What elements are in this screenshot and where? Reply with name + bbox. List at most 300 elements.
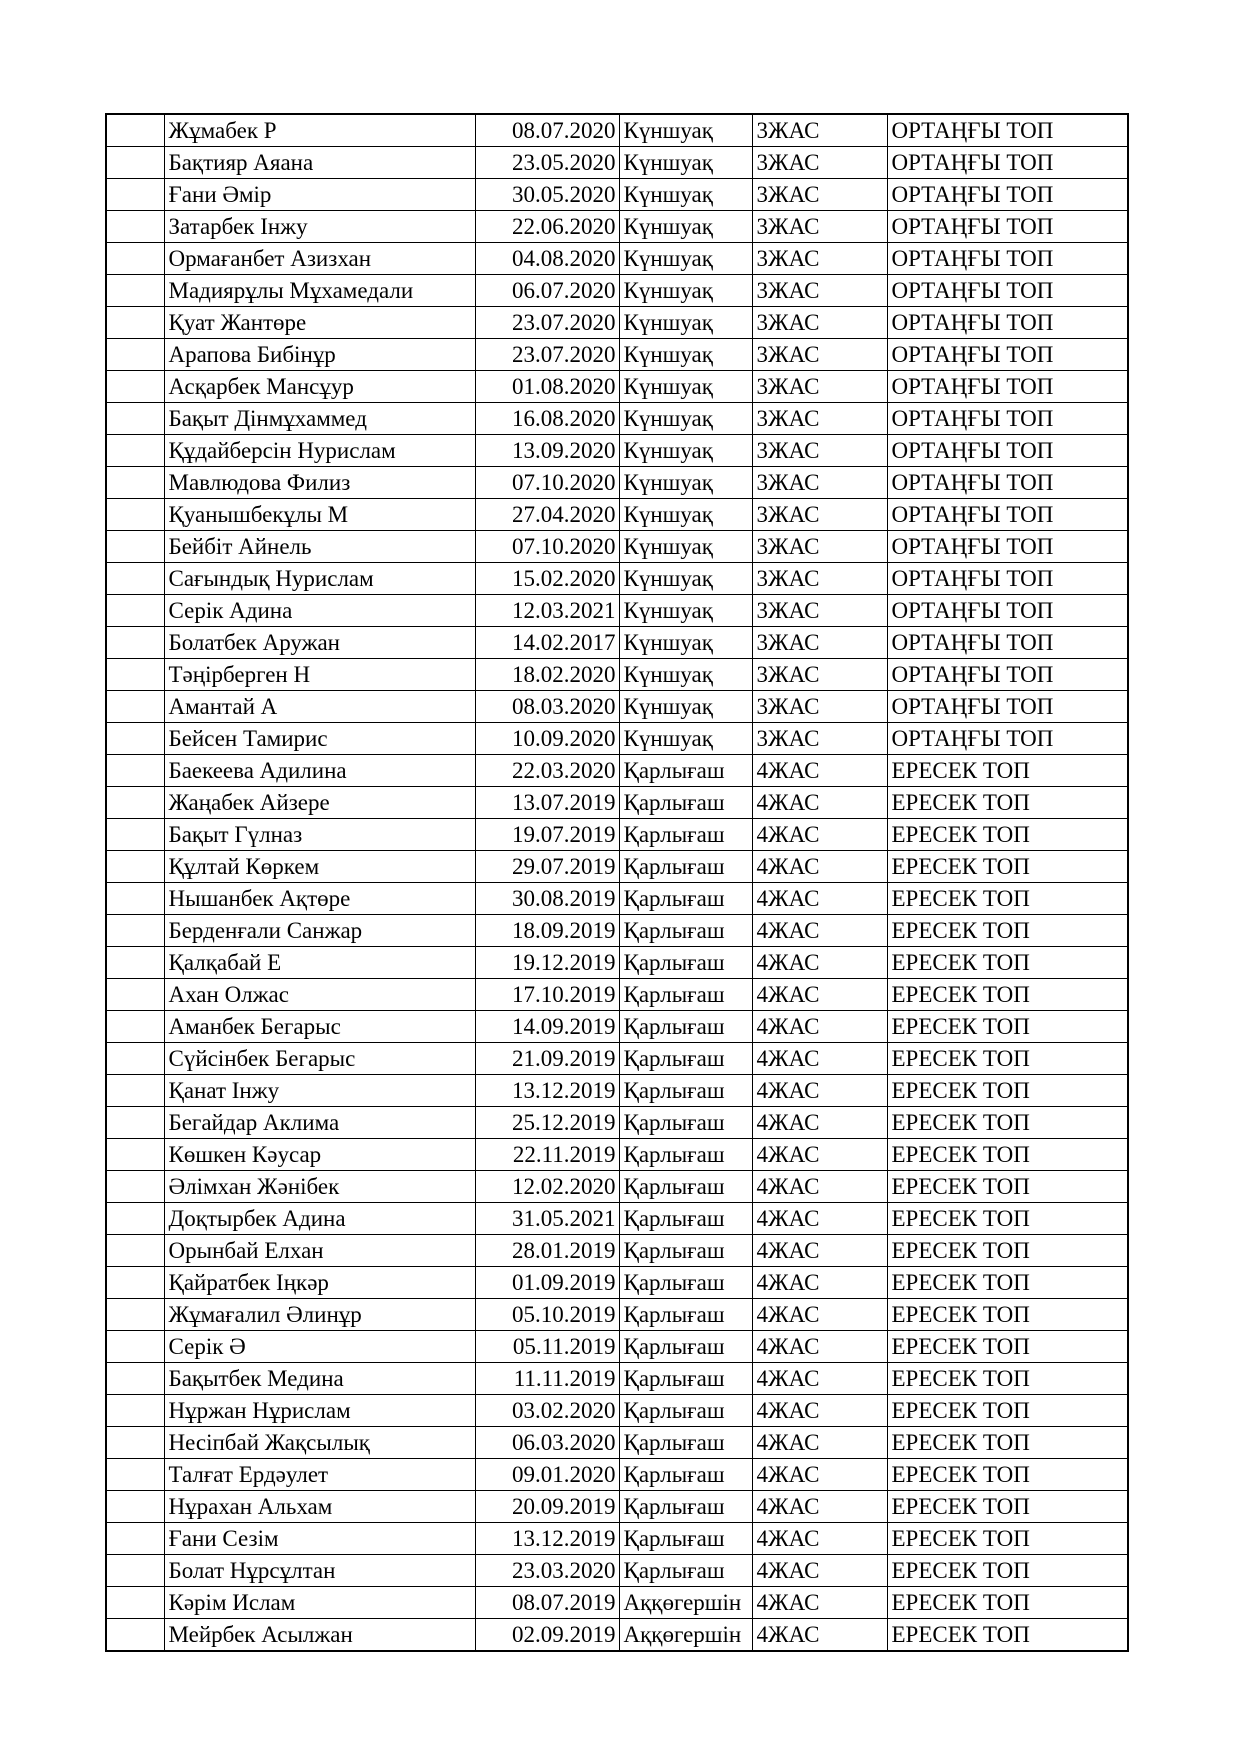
child-name-cell: Бақытбек Медина xyxy=(164,1363,475,1395)
group-level-cell: ОРТАҢҒЫ ТОП xyxy=(887,371,1128,403)
table-row xyxy=(106,819,1128,851)
group-level-cell: ОРТАҢҒЫ ТОП xyxy=(887,467,1128,499)
table-row xyxy=(106,1299,1128,1331)
row-number-cell xyxy=(106,595,164,627)
child-name-cell: Талғат Ердәулет xyxy=(164,1459,475,1491)
birth-date-cell: 05.10.2019 xyxy=(475,1299,619,1331)
birth-date-cell: 15.02.2020 xyxy=(475,563,619,595)
birth-date-cell: 25.12.2019 xyxy=(475,1107,619,1139)
birth-date-cell: 30.08.2019 xyxy=(475,883,619,915)
group-level-cell: ЕРЕСЕК ТОП xyxy=(887,1235,1128,1267)
age-cell: 4ЖАС xyxy=(752,1363,887,1395)
table-row xyxy=(106,339,1128,371)
row-number-cell xyxy=(106,435,164,467)
age-cell: 3ЖАС xyxy=(752,147,887,179)
birth-date-cell: 16.08.2020 xyxy=(475,403,619,435)
birth-date-cell: 12.03.2021 xyxy=(475,595,619,627)
child-name-cell: Асқарбек Мансұур xyxy=(164,371,475,403)
row-number-cell xyxy=(106,339,164,371)
group-name-cell: Қарлығаш xyxy=(619,851,752,883)
group-level-cell: ОРТАҢҒЫ ТОП xyxy=(887,307,1128,339)
child-name-cell: Мадиярұлы Мұхамедали xyxy=(164,275,475,307)
group-level-cell: ЕРЕСЕК ТОП xyxy=(887,819,1128,851)
birth-date-cell: 01.09.2019 xyxy=(475,1267,619,1299)
age-cell: 4ЖАС xyxy=(752,1619,887,1652)
group-name-cell: Аққөгершін xyxy=(619,1619,752,1652)
child-name-cell: Бақыт Гүлназ xyxy=(164,819,475,851)
group-name-cell: Күншуақ xyxy=(619,147,752,179)
birth-date-cell: 21.09.2019 xyxy=(475,1043,619,1075)
group-level-cell: ЕРЕСЕК ТОП xyxy=(887,1331,1128,1363)
age-cell: 3ЖАС xyxy=(752,627,887,659)
birth-date-cell: 01.08.2020 xyxy=(475,371,619,403)
age-cell: 3ЖАС xyxy=(752,371,887,403)
group-name-cell: Қарлығаш xyxy=(619,1331,752,1363)
group-level-cell: ЕРЕСЕК ТОП xyxy=(887,1587,1128,1619)
child-name-cell: Орынбай Елхан xyxy=(164,1235,475,1267)
table-row xyxy=(106,1331,1128,1363)
children-roster-table xyxy=(105,113,1129,1652)
row-number-cell xyxy=(106,1107,164,1139)
group-level-cell: ОРТАҢҒЫ ТОП xyxy=(887,243,1128,275)
group-name-cell: Күншуақ xyxy=(619,499,752,531)
child-name-cell: Қуат Жантөре xyxy=(164,307,475,339)
table-row xyxy=(106,1363,1128,1395)
table-row xyxy=(106,1491,1128,1523)
age-cell: 3ЖАС xyxy=(752,211,887,243)
age-cell: 3ЖАС xyxy=(752,723,887,755)
row-number-cell xyxy=(106,1139,164,1171)
age-cell: 4ЖАС xyxy=(752,1107,887,1139)
group-level-cell: ЕРЕСЕК ТОП xyxy=(887,851,1128,883)
child-name-cell: Доқтырбек Адина xyxy=(164,1203,475,1235)
row-number-cell xyxy=(106,1331,164,1363)
birth-date-cell: 07.10.2020 xyxy=(475,531,619,563)
table-row xyxy=(106,1171,1128,1203)
group-level-cell: ОРТАҢҒЫ ТОП xyxy=(887,563,1128,595)
age-cell: 4ЖАС xyxy=(752,1267,887,1299)
row-number-cell xyxy=(106,1235,164,1267)
row-number-cell xyxy=(106,243,164,275)
group-name-cell: Күншуақ xyxy=(619,595,752,627)
birth-date-cell: 20.09.2019 xyxy=(475,1491,619,1523)
table-row xyxy=(106,1203,1128,1235)
table-row xyxy=(106,883,1128,915)
row-number-cell xyxy=(106,755,164,787)
group-name-cell: Қарлығаш xyxy=(619,787,752,819)
group-name-cell: Күншуақ xyxy=(619,179,752,211)
child-name-cell: Ормағанбет Азизхан xyxy=(164,243,475,275)
group-level-cell: ЕРЕСЕК ТОП xyxy=(887,883,1128,915)
table-row xyxy=(106,371,1128,403)
age-cell: 4ЖАС xyxy=(752,755,887,787)
group-name-cell: Күншуақ xyxy=(619,307,752,339)
child-name-cell: Жаңабек Айзере xyxy=(164,787,475,819)
birth-date-cell: 03.02.2020 xyxy=(475,1395,619,1427)
table-row xyxy=(106,1459,1128,1491)
child-name-cell: Сағындық Нурислам xyxy=(164,563,475,595)
birth-date-cell: 14.09.2019 xyxy=(475,1011,619,1043)
row-number-cell xyxy=(106,787,164,819)
age-cell: 4ЖАС xyxy=(752,1459,887,1491)
group-level-cell: ОРТАҢҒЫ ТОП xyxy=(887,723,1128,755)
child-name-cell: Қайратбек Іңкәр xyxy=(164,1267,475,1299)
table-row xyxy=(106,1523,1128,1555)
age-cell: 3ЖАС xyxy=(752,435,887,467)
birth-date-cell: 19.12.2019 xyxy=(475,947,619,979)
group-name-cell: Күншуақ xyxy=(619,243,752,275)
row-number-cell xyxy=(106,179,164,211)
child-name-cell: Ғани Сезім xyxy=(164,1523,475,1555)
group-level-cell: ОРТАҢҒЫ ТОП xyxy=(887,179,1128,211)
birth-date-cell: 18.02.2020 xyxy=(475,659,619,691)
group-level-cell: ОРТАҢҒЫ ТОП xyxy=(887,691,1128,723)
group-name-cell: Күншуақ xyxy=(619,114,752,147)
birth-date-cell: 06.03.2020 xyxy=(475,1427,619,1459)
group-level-cell: ЕРЕСЕК ТОП xyxy=(887,1395,1128,1427)
group-name-cell: Қарлығаш xyxy=(619,1555,752,1587)
birth-date-cell: 10.09.2020 xyxy=(475,723,619,755)
row-number-cell xyxy=(106,691,164,723)
age-cell: 4ЖАС xyxy=(752,1587,887,1619)
group-name-cell: Қарлығаш xyxy=(619,1171,752,1203)
row-number-cell xyxy=(106,723,164,755)
table-row xyxy=(106,179,1128,211)
group-name-cell: Қарлығаш xyxy=(619,1043,752,1075)
age-cell: 4ЖАС xyxy=(752,1171,887,1203)
table-row xyxy=(106,1555,1128,1587)
child-name-cell: Жұмағалил Әлинұр xyxy=(164,1299,475,1331)
child-name-cell: Тәңірберген Н xyxy=(164,659,475,691)
group-level-cell: ОРТАҢҒЫ ТОП xyxy=(887,499,1128,531)
group-level-cell: ЕРЕСЕК ТОП xyxy=(887,1267,1128,1299)
child-name-cell: Құлтай Көркем xyxy=(164,851,475,883)
group-name-cell: Қарлығаш xyxy=(619,1267,752,1299)
child-name-cell: Қуанышбекұлы М xyxy=(164,499,475,531)
group-level-cell: ЕРЕСЕК ТОП xyxy=(887,1011,1128,1043)
birth-date-cell: 11.11.2019 xyxy=(475,1363,619,1395)
birth-date-cell: 19.07.2019 xyxy=(475,819,619,851)
table-row xyxy=(106,243,1128,275)
child-name-cell: Арапова Бибінұр xyxy=(164,339,475,371)
table-row xyxy=(106,1075,1128,1107)
row-number-cell xyxy=(106,307,164,339)
row-number-cell xyxy=(106,979,164,1011)
group-name-cell: Қарлығаш xyxy=(619,1523,752,1555)
child-name-cell: Нұржан Нұрислам xyxy=(164,1395,475,1427)
table-row xyxy=(106,915,1128,947)
birth-date-cell: 09.01.2020 xyxy=(475,1459,619,1491)
group-level-cell: ОРТАҢҒЫ ТОП xyxy=(887,114,1128,147)
birth-date-cell: 02.09.2019 xyxy=(475,1619,619,1652)
group-name-cell: Күншуақ xyxy=(619,339,752,371)
table-row xyxy=(106,147,1128,179)
table-row xyxy=(106,531,1128,563)
birth-date-cell: 29.07.2019 xyxy=(475,851,619,883)
age-cell: 3ЖАС xyxy=(752,467,887,499)
group-name-cell: Қарлығаш xyxy=(619,979,752,1011)
child-name-cell: Қалқабай Е xyxy=(164,947,475,979)
age-cell: 4ЖАС xyxy=(752,1011,887,1043)
birth-date-cell: 17.10.2019 xyxy=(475,979,619,1011)
group-level-cell: ЕРЕСЕК ТОП xyxy=(887,1491,1128,1523)
row-number-cell xyxy=(106,851,164,883)
row-number-cell xyxy=(106,1395,164,1427)
table-row xyxy=(106,1139,1128,1171)
table-row xyxy=(106,307,1128,339)
age-cell: 4ЖАС xyxy=(752,915,887,947)
age-cell: 4ЖАС xyxy=(752,1203,887,1235)
row-number-cell xyxy=(106,1459,164,1491)
group-level-cell: ОРТАҢҒЫ ТОП xyxy=(887,211,1128,243)
age-cell: 3ЖАС xyxy=(752,531,887,563)
birth-date-cell: 18.09.2019 xyxy=(475,915,619,947)
birth-date-cell: 05.11.2019 xyxy=(475,1331,619,1363)
child-name-cell: Нұрахан Альхам xyxy=(164,1491,475,1523)
group-level-cell: ОРТАҢҒЫ ТОП xyxy=(887,531,1128,563)
row-number-cell xyxy=(106,1075,164,1107)
group-level-cell: ЕРЕСЕК ТОП xyxy=(887,915,1128,947)
table-row xyxy=(106,211,1128,243)
group-name-cell: Күншуақ xyxy=(619,211,752,243)
row-number-cell xyxy=(106,211,164,243)
group-level-cell: ОРТАҢҒЫ ТОП xyxy=(887,147,1128,179)
group-level-cell: ОРТАҢҒЫ ТОП xyxy=(887,595,1128,627)
child-name-cell: Болат Нұрсұлтан xyxy=(164,1555,475,1587)
table-row xyxy=(106,787,1128,819)
birth-date-cell: 23.07.2020 xyxy=(475,339,619,371)
table-row xyxy=(106,563,1128,595)
row-number-cell xyxy=(106,1523,164,1555)
age-cell: 4ЖАС xyxy=(752,1299,887,1331)
group-level-cell: ЕРЕСЕК ТОП xyxy=(887,1363,1128,1395)
row-number-cell xyxy=(106,467,164,499)
group-level-cell: ЕРЕСЕК ТОП xyxy=(887,1459,1128,1491)
group-level-cell: ОРТАҢҒЫ ТОП xyxy=(887,403,1128,435)
group-name-cell: Қарлығаш xyxy=(619,1107,752,1139)
group-name-cell: Аққөгершін xyxy=(619,1587,752,1619)
child-name-cell: Болатбек Аружан xyxy=(164,627,475,659)
group-name-cell: Қарлығаш xyxy=(619,1075,752,1107)
birth-date-cell: 04.08.2020 xyxy=(475,243,619,275)
birth-date-cell: 22.03.2020 xyxy=(475,755,619,787)
birth-date-cell: 08.07.2020 xyxy=(475,114,619,147)
group-level-cell: ОРТАҢҒЫ ТОП xyxy=(887,339,1128,371)
group-name-cell: Қарлығаш xyxy=(619,1203,752,1235)
age-cell: 3ЖАС xyxy=(752,563,887,595)
row-number-cell xyxy=(106,819,164,851)
table-row xyxy=(106,595,1128,627)
table-row xyxy=(106,1011,1128,1043)
group-name-cell: Қарлығаш xyxy=(619,947,752,979)
row-number-cell xyxy=(106,915,164,947)
age-cell: 3ЖАС xyxy=(752,659,887,691)
child-name-cell: Бақыт Дінмұхаммед xyxy=(164,403,475,435)
table-row xyxy=(106,1587,1128,1619)
child-name-cell: Ғани Әмір xyxy=(164,179,475,211)
group-name-cell: Қарлығаш xyxy=(619,1011,752,1043)
group-level-cell: ЕРЕСЕК ТОП xyxy=(887,1075,1128,1107)
age-cell: 4ЖАС xyxy=(752,883,887,915)
group-level-cell: ЕРЕСЕК ТОП xyxy=(887,787,1128,819)
birth-date-cell: 08.03.2020 xyxy=(475,691,619,723)
age-cell: 4ЖАС xyxy=(752,947,887,979)
age-cell: 4ЖАС xyxy=(752,1043,887,1075)
row-number-cell xyxy=(106,1587,164,1619)
group-level-cell: ЕРЕСЕК ТОП xyxy=(887,1107,1128,1139)
table-row xyxy=(106,1235,1128,1267)
birth-date-cell: 13.12.2019 xyxy=(475,1523,619,1555)
row-number-cell xyxy=(106,627,164,659)
table-row xyxy=(106,114,1128,147)
age-cell: 3ЖАС xyxy=(752,403,887,435)
age-cell: 4ЖАС xyxy=(752,1331,887,1363)
age-cell: 3ЖАС xyxy=(752,179,887,211)
group-name-cell: Күншуақ xyxy=(619,723,752,755)
age-cell: 4ЖАС xyxy=(752,1395,887,1427)
child-name-cell: Бақтияр Аяана xyxy=(164,147,475,179)
birth-date-cell: 30.05.2020 xyxy=(475,179,619,211)
child-name-cell: Серік Адина xyxy=(164,595,475,627)
row-number-cell xyxy=(106,114,164,147)
table-row xyxy=(106,1619,1128,1652)
group-name-cell: Қарлығаш xyxy=(619,1459,752,1491)
age-cell: 3ЖАС xyxy=(752,691,887,723)
group-name-cell: Қарлығаш xyxy=(619,755,752,787)
birth-date-cell: 13.12.2019 xyxy=(475,1075,619,1107)
birth-date-cell: 22.06.2020 xyxy=(475,211,619,243)
group-level-cell: ЕРЕСЕК ТОП xyxy=(887,979,1128,1011)
table-row xyxy=(106,435,1128,467)
row-number-cell xyxy=(106,1299,164,1331)
table-row xyxy=(106,1395,1128,1427)
group-name-cell: Күншуақ xyxy=(619,531,752,563)
child-name-cell: Сүйсінбек Бегарыс xyxy=(164,1043,475,1075)
group-name-cell: Күншуақ xyxy=(619,275,752,307)
group-level-cell: ЕРЕСЕК ТОП xyxy=(887,947,1128,979)
child-name-cell: Амантай А xyxy=(164,691,475,723)
table-row xyxy=(106,275,1128,307)
table-row xyxy=(106,1107,1128,1139)
group-name-cell: Күншуақ xyxy=(619,435,752,467)
row-number-cell xyxy=(106,403,164,435)
child-name-cell: Затарбек Інжу xyxy=(164,211,475,243)
group-level-cell: ЕРЕСЕК ТОП xyxy=(887,1523,1128,1555)
group-level-cell: ЕРЕСЕК ТОП xyxy=(887,1043,1128,1075)
row-number-cell xyxy=(106,1203,164,1235)
group-name-cell: Күншуақ xyxy=(619,563,752,595)
age-cell: 4ЖАС xyxy=(752,1555,887,1587)
birth-date-cell: 27.04.2020 xyxy=(475,499,619,531)
row-number-cell xyxy=(106,1363,164,1395)
group-level-cell: ЕРЕСЕК ТОП xyxy=(887,1171,1128,1203)
age-cell: 3ЖАС xyxy=(752,307,887,339)
birth-date-cell: 14.02.2017 xyxy=(475,627,619,659)
child-name-cell: Қанат Інжу xyxy=(164,1075,475,1107)
age-cell: 3ЖАС xyxy=(752,595,887,627)
child-name-cell: Бейбіт Айнель xyxy=(164,531,475,563)
birth-date-cell: 23.03.2020 xyxy=(475,1555,619,1587)
row-number-cell xyxy=(106,947,164,979)
row-number-cell xyxy=(106,1011,164,1043)
age-cell: 4ЖАС xyxy=(752,819,887,851)
age-cell: 3ЖАС xyxy=(752,275,887,307)
birth-date-cell: 12.02.2020 xyxy=(475,1171,619,1203)
group-name-cell: Күншуақ xyxy=(619,691,752,723)
birth-date-cell: 07.10.2020 xyxy=(475,467,619,499)
table-row xyxy=(106,1267,1128,1299)
table-row xyxy=(106,947,1128,979)
child-name-cell: Құдайберсін Нурислам xyxy=(164,435,475,467)
table-row xyxy=(106,755,1128,787)
row-number-cell xyxy=(106,1043,164,1075)
group-level-cell: ОРТАҢҒЫ ТОП xyxy=(887,435,1128,467)
birth-date-cell: 23.07.2020 xyxy=(475,307,619,339)
table-row xyxy=(106,1043,1128,1075)
group-name-cell: Қарлығаш xyxy=(619,1491,752,1523)
age-cell: 4ЖАС xyxy=(752,1235,887,1267)
age-cell: 4ЖАС xyxy=(752,787,887,819)
table-row xyxy=(106,467,1128,499)
row-number-cell xyxy=(106,563,164,595)
group-name-cell: Күншуақ xyxy=(619,659,752,691)
age-cell: 4ЖАС xyxy=(752,1139,887,1171)
age-cell: 3ЖАС xyxy=(752,339,887,371)
roster-table-body xyxy=(106,114,1128,1651)
table-row xyxy=(106,723,1128,755)
group-name-cell: Қарлығаш xyxy=(619,1139,752,1171)
group-name-cell: Қарлығаш xyxy=(619,819,752,851)
child-name-cell: Бегайдар Аклима xyxy=(164,1107,475,1139)
birth-date-cell: 23.05.2020 xyxy=(475,147,619,179)
group-level-cell: ЕРЕСЕК ТОП xyxy=(887,1299,1128,1331)
table-row xyxy=(106,659,1128,691)
birth-date-cell: 13.09.2020 xyxy=(475,435,619,467)
row-number-cell xyxy=(106,1619,164,1652)
group-name-cell: Қарлығаш xyxy=(619,1427,752,1459)
group-name-cell: Күншуақ xyxy=(619,403,752,435)
child-name-cell: Аманбек Бегарыс xyxy=(164,1011,475,1043)
group-name-cell: Күншуақ xyxy=(619,371,752,403)
row-number-cell xyxy=(106,1491,164,1523)
age-cell: 4ЖАС xyxy=(752,851,887,883)
row-number-cell xyxy=(106,1267,164,1299)
child-name-cell: Жұмабек Р xyxy=(164,114,475,147)
group-level-cell: ЕРЕСЕК ТОП xyxy=(887,1555,1128,1587)
group-level-cell: ЕРЕСЕК ТОП xyxy=(887,1619,1128,1652)
row-number-cell xyxy=(106,1171,164,1203)
group-name-cell: Қарлығаш xyxy=(619,1235,752,1267)
age-cell: 3ЖАС xyxy=(752,243,887,275)
row-number-cell xyxy=(106,371,164,403)
child-name-cell: Несіпбай Жақсылық xyxy=(164,1427,475,1459)
table-row xyxy=(106,851,1128,883)
child-name-cell: Көшкен Кәусар xyxy=(164,1139,475,1171)
child-name-cell: Бейсен Тамирис xyxy=(164,723,475,755)
birth-date-cell: 06.07.2020 xyxy=(475,275,619,307)
birth-date-cell: 28.01.2019 xyxy=(475,1235,619,1267)
group-level-cell: ОРТАҢҒЫ ТОП xyxy=(887,627,1128,659)
group-name-cell: Күншуақ xyxy=(619,467,752,499)
group-level-cell: ЕРЕСЕК ТОП xyxy=(887,1203,1128,1235)
group-name-cell: Қарлығаш xyxy=(619,1299,752,1331)
child-name-cell: Мавлюдова Филиз xyxy=(164,467,475,499)
group-name-cell: Қарлығаш xyxy=(619,883,752,915)
birth-date-cell: 13.07.2019 xyxy=(475,787,619,819)
age-cell: 4ЖАС xyxy=(752,1427,887,1459)
table-row xyxy=(106,1427,1128,1459)
table-row xyxy=(106,403,1128,435)
